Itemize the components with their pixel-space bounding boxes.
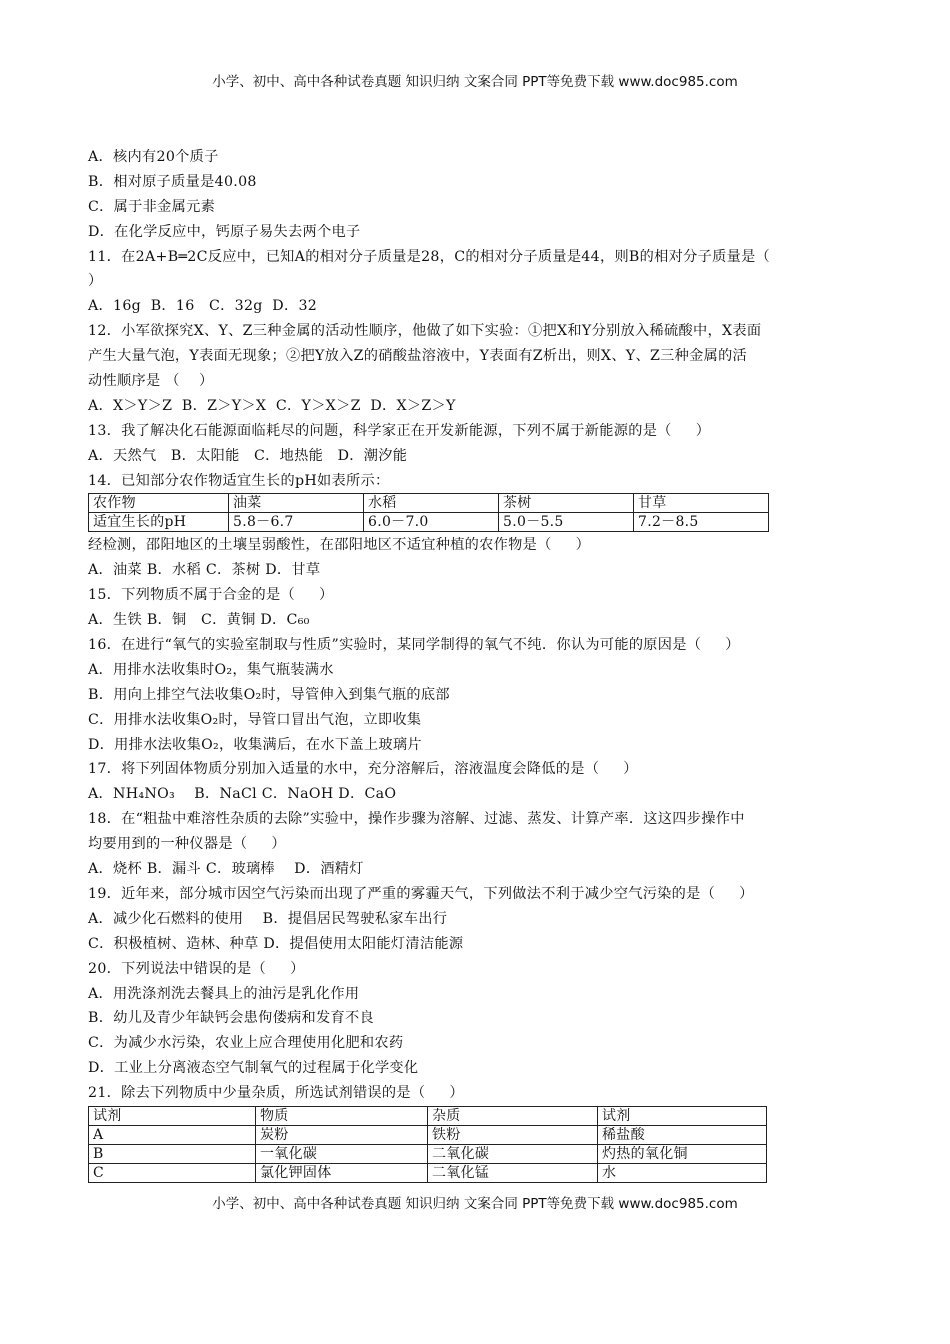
text-line: B．相对原子质量是40.08 [88, 173, 257, 190]
table-cell: 灼热的氧化铜 [598, 1144, 767, 1163]
page-footer: 小学、初中、高中各种试卷真题 知识归纳 文案合同 PPT等免费下载 www.doc985.com [212, 1196, 738, 1212]
table-cell: 油菜 [229, 494, 364, 513]
text-line: 动性顺序是 （ ） [88, 373, 214, 390]
text-line: A．用洗涤剂洗去餐具上的油污是乳化作用 [88, 985, 360, 1002]
text-line: 18．在“粗盐中难溶性杂质的去除”实验中，操作步骤为溶解、过滤、蒸发、计算产率．这这四步操作中 [88, 811, 745, 828]
ph-table [88, 493, 769, 532]
text-line: A．生铁 B．铜 C．黄铜 D．C₆₀ [88, 612, 310, 629]
text-line: C．属于非金属元素 [88, 198, 216, 215]
text-line: 经检测，邵阳地区的土壤呈弱酸性，在邵阳地区不适宜种植的农作物是（ ） [88, 537, 591, 554]
table-cell: 杂质 [428, 1106, 598, 1125]
text-line: C．用排水法收集O₂时，导管口冒出气泡，立即收集 [88, 711, 422, 728]
text-line: B．用向上排空气法收集O₂时，导管伸入到集气瓶的底部 [88, 686, 450, 703]
table-cell: A [89, 1125, 256, 1144]
ph-table-wrapper [88, 493, 868, 532]
text-line: 19．近年来，部分城市因空气污染而出现了严重的雾霾天气，下列做法不利于减少空气污染的是（ ） [88, 885, 754, 902]
table-cell: 7.2－8.5 [634, 513, 769, 532]
document-body [88, 145, 868, 1184]
table-cell: 农作物 [89, 494, 229, 513]
text-line: B．幼儿及青少年缺钙会患佝偻病和发育不良 [88, 1010, 374, 1027]
text-line: 21．除去下列物质中少量杂质，所选试剂错误的是（ ） [88, 1085, 464, 1102]
reagent-table [88, 1106, 767, 1183]
text-line: C．积极植树、造林、种草 D．提倡使用太阳能灯清洁能源 [88, 935, 464, 952]
text-line: D．用排水法收集O₂，收集满后，在水下盖上玻璃片 [88, 736, 422, 753]
table-cell: 氯化钾固体 [256, 1163, 428, 1182]
table-row [89, 513, 769, 532]
table-cell: B [89, 1144, 256, 1163]
table-cell: 二氧化碳 [428, 1144, 598, 1163]
text-line: 15．下列物质不属于合金的是（ ） [88, 587, 334, 604]
table-cell: 茶树 [499, 494, 634, 513]
table-row [89, 494, 769, 513]
text-line: A．NH₄NO₃ B．NaCl C．NaOH D．CaO [88, 786, 397, 803]
table-cell: C [89, 1163, 256, 1182]
text-line: 20．下列说法中错误的是（ ） [88, 960, 305, 977]
table-row [89, 1144, 767, 1163]
question-block-10-14 [88, 145, 868, 493]
text-line: A．16g B．16 C．32g D．32 [88, 298, 318, 315]
table-cell: 水 [598, 1163, 767, 1182]
table-row [89, 1125, 767, 1144]
text-line: ） [88, 273, 103, 290]
table-cell: 物质 [256, 1106, 428, 1125]
table-cell: 一氧化碳 [256, 1144, 428, 1163]
table-cell: 试剂 [598, 1106, 767, 1125]
text-line: A．减少化石燃料的使用 B．提倡居民驾驶私家车出行 [88, 910, 448, 927]
page-header: 小学、初中、高中各种试卷真题 知识归纳 文案合同 PPT等免费下载 www.doc985.com [212, 74, 738, 90]
text-line: 均要用到的一种仪器是（ ） [88, 836, 286, 853]
text-line: A．烧杯 B．漏斗 C．玻璃棒 D．酒精灯 [88, 861, 364, 878]
text-line: 11．在2A+B═2C反应中，已知A的相对分子质量是28，C的相对分子质量是44，则B的相对分子质量是（ [88, 248, 771, 265]
text-line: D．工业上分离液态空气制氧气的过程属于化学变化 [88, 1060, 419, 1077]
table-cell: 稀盐酸 [598, 1125, 767, 1144]
text-line: 12．小军欲探究X、Y、Z三种金属的活动性顺序，他做了如下实验：①把X和Y分别放入稀硫酸中，X表面 [88, 323, 762, 340]
text-line: D．在化学反应中，钙原子易失去两个电子 [88, 223, 361, 240]
text-line: A．天然气 B．太阳能 C．地热能 D．潮汐能 [88, 447, 408, 464]
text-line: 14．已知部分农作物适宜生长的pH如表所示： [88, 472, 390, 489]
reagent-table-wrapper [88, 1106, 868, 1183]
text-line: 产生大量气泡，Y表面无现象；②把Y放入Z的硝酸盐溶液中，Y表面有Z析出，则X、Y、Z三种金属的活 [88, 348, 748, 365]
table-cell: 炭粉 [256, 1125, 428, 1144]
table-row [89, 1106, 767, 1125]
text-line: 13．我了解决化石能源面临耗尽的问题，科学家正在开发新能源，下列不属于新能源的是（ ） [88, 422, 711, 439]
table-cell: 铁粉 [428, 1125, 598, 1144]
table-cell: 适宜生长的pH [89, 513, 229, 532]
table-cell: 二氧化锰 [428, 1163, 598, 1182]
table-cell: 6.0－7.0 [364, 513, 499, 532]
text-line: A．核内有20个质子 [88, 149, 219, 165]
table-cell: 试剂 [89, 1106, 256, 1125]
text-line: A．油菜 B．水稻 C．茶树 D．甘草 [88, 562, 321, 579]
text-line: C．为减少水污染，农业上应合理使用化肥和农药 [88, 1035, 404, 1052]
text-line: A．用排水法收集时O₂，集气瓶装满水 [88, 661, 334, 678]
table-cell: 水稻 [364, 494, 499, 513]
question-block-14-21 [88, 533, 868, 1105]
text-line: A．X＞Y＞Z B．Z＞Y＞X C．Y＞X＞Z D．X＞Z＞Y [88, 397, 456, 414]
text-line: 17．将下列固体物质分别加入适量的水中，充分溶解后，溶液温度会降低的是（ ） [88, 761, 638, 778]
text-line: 16．在进行“氧气的实验室制取与性质”实验时，某同学制得的氧气不纯．你认为可能的原因是（ ） [88, 637, 740, 654]
table-row [89, 1163, 767, 1182]
table-cell: 甘草 [634, 494, 769, 513]
table-cell: 5.8－6.7 [229, 513, 364, 532]
table-cell: 5.0－5.5 [499, 513, 634, 532]
